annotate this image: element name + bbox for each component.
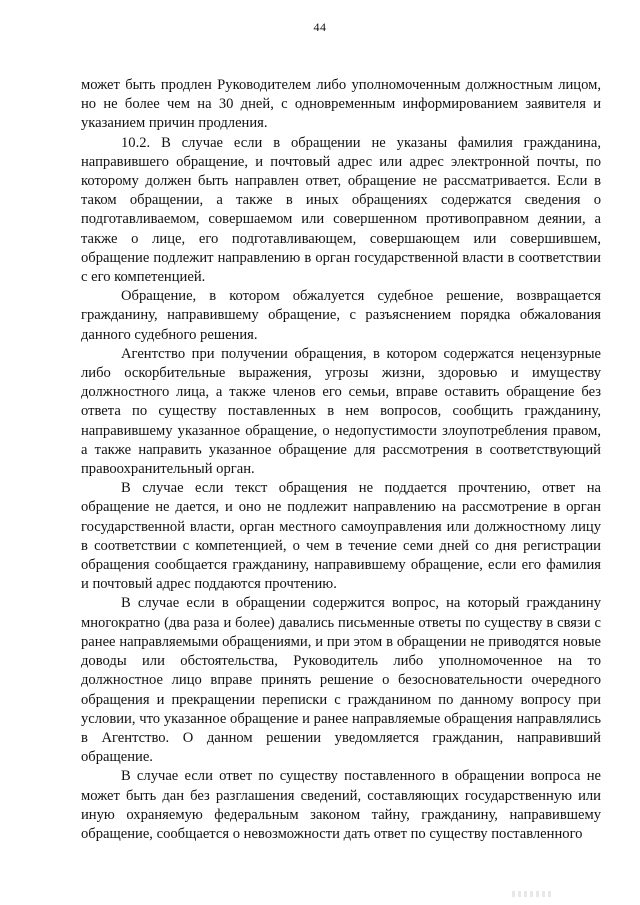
paragraph-offensive-content: Агентство при получении обращения, в котором содержатся нецензурные либо оскорбительные выражения, угрозы жизни, здоровью и имуществу должностного лица, а также членов его семьи, вправе оставить обращение без ответа по существу поставленных в нем вопросов, сообщить гражданину, направившему указанное обращение, о недопустимости злоупотребления правом, а также направить указанное обращение для рассмотрения в соответствующий правоохранительный орган. [81,345,601,478]
page-number: 44 [313,20,327,34]
paragraph-court-decision: Обращение, в котором обжалуется судебное решение, возвращается гражданину, направившему обращение, с разъяснением порядка обжалования данного судебного решения. [81,288,601,343]
document-body [81,76,601,844]
paragraph-10-2: 10.2. В случае если в обращении не указаны фамилия гражданина, направившего обращение, и почтовый адрес или адрес электронной почты, по которому должен быть направлен ответ, обращение не рассматривается. Если в таком обращении, а также в иных обращениях содержатся сведения о подготавливаемом, совершаемом или совершенном противоправном деянии, а также о лице, его подготавливающем, совершающем или совершившем, обращение подлежит направлению в орган государственной власти в соответствии с его компетенцией. [81,134,601,286]
paragraph-repeated-appeals: В случае если в обращении содержится вопрос, на который гражданину многократно (два раза и более) давались письменные ответы по существу в связи с ранее направляемыми обращениями, и при этом в обращении не приводятся новые доводы или обстоятельства, Руководитель либо уполномоченное на то должностное лицо вправе принять решение о безосновательности очередного обращения и прекращении переписки с гражданином по данному вопросу при условии, что указанное обращение и ранее направляемые обращения направлялись в Агентство. О данном решении уведомляется гражданин, направивший обращение. [81,595,601,766]
paragraph-illegible-text: В случае если текст обращения не поддается прочтению, ответ на обращение не дается, и оно не подлежит направлению на рассмотрение в орган государственной власти, орган местного самоуправления или должностному лицу в соответствии с компетенцией, о чем в течение семи дней со дня регистрации обращения сообщается гражданину, направившему обращение, если его фамилия и почтовый адрес поддаются прочтению. [81,480,601,593]
paragraph-continuation: может быть продлен Руководителем либо уполномоченным должностным лицом, но не более чем на 30 дней, с одновременным информированием заявителя и указанием причин продления. [81,77,601,132]
paragraph-state-secret: В случае если ответ по существу поставленного в обращении вопроса не может быть дан без разглашения сведений, составляющих государственную или иную охраняемую федеральным законом тайну, гражданину, направившему обращение, сообщается о невозможности дать ответ по существу поставленного [81,768,601,842]
scan-artifact [512,891,552,897]
